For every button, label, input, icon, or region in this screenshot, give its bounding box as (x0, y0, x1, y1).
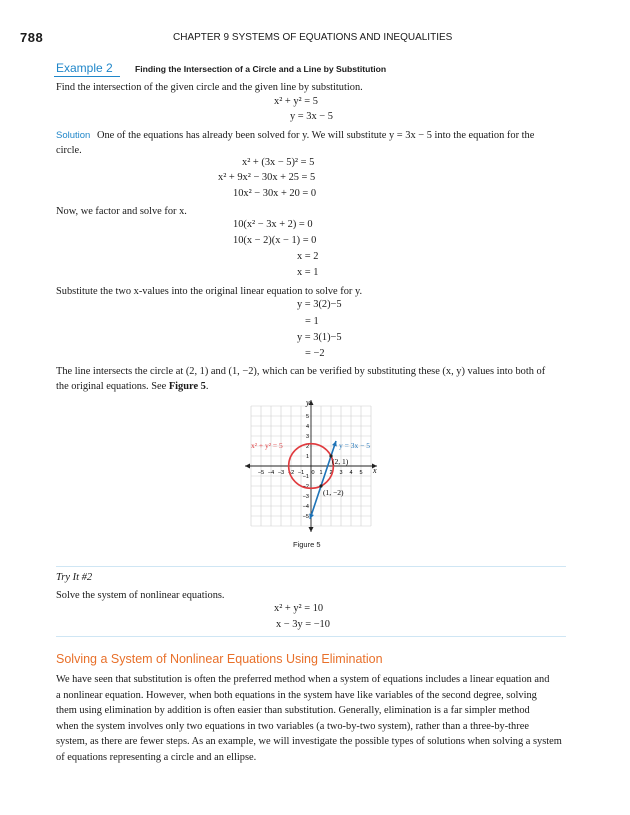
substitution-step-3: 10x² − 30x + 20 = 0 (233, 188, 317, 199)
equation-line: y = 3x − 5 (290, 111, 333, 122)
section-heading: Solving a System of Nonlinear Equations Using Elimination (56, 652, 383, 666)
y-axis-arrow-down (309, 527, 314, 532)
try-it-bottom-rule (56, 636, 566, 637)
solution-text: One of the equations has already been solved for y. We will substitute y = 3x − 5 into the equation for the (96, 130, 535, 141)
paragraph-line: when the system involves only two equations in two variables (a two-by-two system), rather than a three-by-three (56, 720, 529, 732)
y-step-4: = −2 (305, 348, 325, 359)
paragraph-line: a nonlinear equation. However, when both equations in the system have like variables of the second degree, solving (56, 689, 537, 701)
example-title: Finding the Intersection of a Circle and a Line by Substitution (135, 64, 387, 74)
y-axis-label: y (306, 398, 310, 407)
figure-caption: Figure 5 (293, 540, 321, 549)
substitute-text: Substitute the two x-values into the original linear equation to solve for y. (56, 286, 363, 297)
figure-reference[interactable]: Figure 5 (168, 381, 206, 392)
x-tick-label: 2 (329, 470, 333, 476)
x-tick-label: 1 (319, 470, 323, 476)
chapter-number: CHAPTER 9 (173, 32, 230, 43)
y-step-3: y = 3(1)−5 (297, 332, 342, 343)
x-tick-label: −3 (277, 470, 285, 476)
x-tick-label: 5 (359, 470, 363, 476)
chapter-title: SYSTEMS OF EQUATIONS AND INEQUALITIES (231, 32, 453, 43)
chapter-header (173, 32, 452, 43)
y-tick-label: −1 (302, 474, 309, 480)
factor-step-1: 10(x² − 3x + 2) = 0 (233, 219, 313, 230)
y-tick-label: 3 (305, 434, 309, 440)
figure-5-graph (236, 398, 386, 534)
solution-text-cont: circle. (56, 145, 82, 156)
conclusion-line-1: The line intersects the circle at (2, 1) and (1, −2), which can be verified by substituting these (x, y) values into both of (56, 366, 546, 377)
section-paragraph (56, 672, 571, 765)
conclusion-line-2 (56, 379, 208, 395)
y-tick-label: −4 (302, 504, 309, 510)
y-tick-label: −2 (302, 484, 309, 490)
line-equation-label: y = 3x − 5 (339, 441, 370, 450)
y-tick-label: 4 (305, 424, 309, 430)
substitution-step-2: x² + 9x² − 30x + 25 = 5 (218, 172, 316, 183)
factor-step-3: x = 2 (297, 251, 319, 262)
factor-step-2: 10(x − 2)(x − 1) = 0 (233, 235, 317, 246)
substitution-step-1: x² + (3x − 5)² = 5 (242, 157, 315, 168)
paragraph-line: of equations representing a circle and an ellipse. (56, 751, 257, 763)
point-2-1-label: (2, 1) (332, 457, 349, 466)
y-tick-label: 1 (305, 454, 309, 460)
point-1-neg2-label: (1, −2) (323, 488, 344, 497)
solution-label: Solution (56, 130, 91, 141)
try-it-top-rule (56, 566, 566, 567)
circle-equation-label: x² + y² = 5 (251, 441, 283, 450)
paragraph-line: system, as there are fewer steps. As an example, we will investigate the possible types of solutions when solving a system (56, 736, 562, 747)
x-tick-label: −5 (257, 470, 265, 476)
example-label-underline (54, 76, 120, 77)
y-step-2: = 1 (305, 316, 319, 327)
conclusion-period: . (205, 381, 209, 392)
x-tick-label: −4 (267, 470, 275, 476)
page-number: 788 (20, 30, 44, 45)
x-axis-arrow-left (245, 464, 250, 469)
conclusion-text: the original equations. See (56, 381, 169, 392)
try-it-prompt: Solve the system of nonlinear equations. (56, 590, 225, 601)
y-step-1: y = 3(2)−5 (297, 299, 342, 310)
y-tick-label: −3 (302, 494, 309, 500)
y-tick-label: 2 (305, 444, 309, 450)
x-tick-label: −1 (297, 470, 305, 476)
solution-paragraph (56, 128, 566, 144)
x-tick-label: −2 (287, 470, 295, 476)
paragraph-line: We have seen that substitution is often the preferred method when a system of equations includes a linear equation and (56, 674, 550, 685)
try-it-label: Try It #2 (56, 572, 93, 583)
paragraph-line: them using elimination by addition is often easier than substitution. Generally, elimination is a far simpler method (56, 705, 530, 716)
try-it-equation-2: x − 3y = −10 (276, 619, 330, 630)
y-tick-label: −5 (302, 514, 309, 520)
x-tick-label: 4 (349, 470, 353, 476)
factor-text: Now, we factor and solve for x. (56, 206, 187, 217)
factor-step-4: x = 1 (297, 267, 319, 278)
x-axis-label: x (373, 466, 377, 475)
x-tick-label: 3 (339, 470, 343, 476)
equation-circle: x² + y² = 5 (274, 96, 318, 107)
example-prompt: Find the intersection of the given circle and the given line by substitution. (56, 82, 363, 93)
y-tick-label: 5 (305, 414, 309, 420)
try-it-equation-1: x² + y² = 10 (274, 603, 324, 614)
example-label: Example 2 (56, 61, 113, 75)
x-tick-label: 0 (311, 470, 315, 476)
line-graph (310, 441, 336, 519)
